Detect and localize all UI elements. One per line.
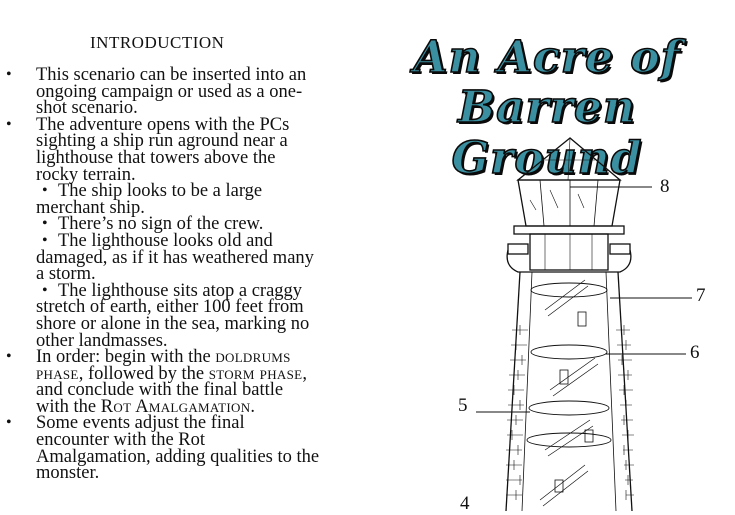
bullet-icon: • — [6, 414, 12, 432]
label-8: 8 — [660, 176, 670, 197]
bullet-text: The ship looks to be a large merchant ship. — [36, 181, 263, 218]
title-logo — [392, 28, 702, 184]
bullet-icon: • — [6, 66, 12, 83]
bullet-icon: • — [6, 115, 12, 133]
bullet-item — [0, 349, 320, 415]
title-line-2: Barren Ground — [451, 82, 643, 184]
bullet-icon: • — [6, 348, 12, 366]
sub-bullet-item — [0, 280, 320, 351]
section-heading: INTRODUCTION — [90, 33, 225, 52]
bullet-text-part: , and conclude with the final battle with the — [36, 363, 307, 417]
bullet-text: Some events adjust the final encounter with the Rot Amalgamation, adding qualities to the monster. — [36, 413, 320, 484]
lighthouse-drawing — [380, 130, 735, 511]
bullet-icon: • — [42, 231, 48, 249]
bullet-text: There’s no sign of the crew. — [58, 214, 264, 235]
bullet-text: This scenario can be inserted into an ongoing campaign or used as a one-shot scenario. — [36, 65, 307, 119]
tower-wall-right — [618, 272, 632, 511]
doldrums-phase-term: doldrums phase — [36, 347, 291, 384]
bullet-text-part: . — [250, 396, 256, 417]
lighthouse-illustration — [380, 130, 735, 514]
sub-bullet-item — [0, 183, 320, 216]
tower-wall-left — [506, 272, 520, 511]
bullet-text-part: , followed by the — [78, 363, 209, 384]
gallery-room — [530, 234, 608, 270]
bullet-item — [0, 413, 320, 484]
storm-phase-term: storm phase — [208, 363, 303, 384]
bullet-text: The lighthouse looks old and damaged, as if it has weathered many a storm. — [36, 230, 314, 285]
sub-bullet-item — [0, 230, 320, 285]
label-4: 4 — [460, 493, 470, 514]
label-5: 5 — [458, 395, 468, 416]
bullet-icon: • — [42, 215, 48, 233]
bullet-item — [0, 114, 320, 185]
label-6: 6 — [690, 342, 700, 363]
bullet-icon: • — [42, 281, 48, 299]
bullet-icon: • — [42, 182, 48, 200]
bullet-text: The adventure opens with the PCs sighting a ship run aground near a lighthouse that towers above the rocky terrain. — [36, 114, 290, 185]
title-line-1: An Acre of — [413, 32, 681, 83]
bullet-list — [0, 67, 320, 482]
label-7: 7 — [696, 285, 706, 306]
bullet-item — [0, 67, 320, 117]
rot-amalgamation-term: Rot Amalgamation — [100, 396, 251, 417]
intro-column — [0, 0, 330, 511]
bullet-text-part: In order: begin with the — [36, 347, 216, 368]
bullet-text: The lighthouse sits atop a craggy stretch of earth, either 100 feet from shore or alone in the sea, marking no other landmasses. — [36, 280, 310, 351]
